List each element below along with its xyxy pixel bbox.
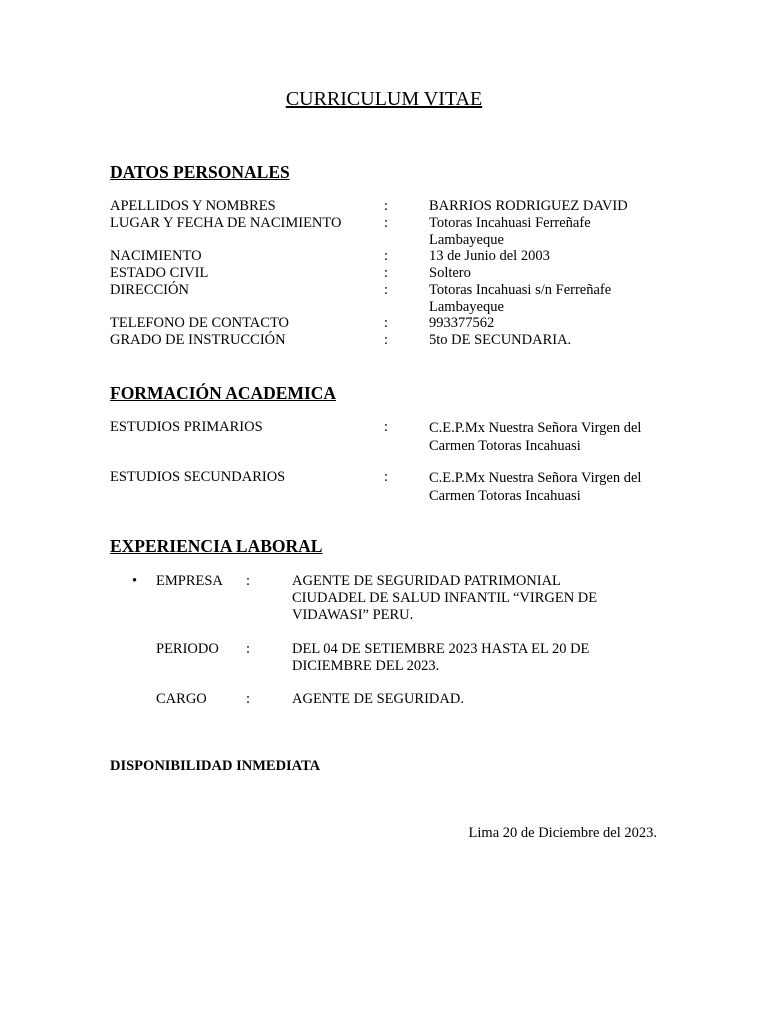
section-heading-academic: FORMACIÓN ACADEMICA bbox=[110, 383, 337, 403]
field-label: DIRECCIÓN bbox=[110, 282, 189, 298]
field-value: Soltero bbox=[429, 265, 471, 281]
section-heading-personal: DATOS PERSONALES bbox=[110, 162, 290, 182]
field-value: AGENTE DE SEGURIDAD PATRIMONIAL CIUDADEL DE SALUD INFANTIL “VIRGEN DE VIDAWASI” PERU. bbox=[292, 573, 598, 623]
field-label: NACIMIENTO bbox=[110, 248, 202, 264]
field-value: 993377562 bbox=[429, 315, 495, 331]
field-label: ESTUDIOS SECUNDARIOS bbox=[110, 469, 286, 485]
field-value: Totoras Incahuasi s/n Ferreñafe Lambayeque bbox=[429, 282, 612, 315]
field-label: EMPRESA bbox=[156, 573, 223, 589]
bullet-spacer bbox=[110, 691, 156, 708]
field-label: GRADO DE INSTRUCCIÓN bbox=[110, 332, 286, 348]
field-grado bbox=[110, 332, 670, 349]
field-label: ESTADO CIVIL bbox=[110, 265, 209, 281]
field-value: DEL 04 DE SETIEMBRE 2023 HASTA EL 20 DE DICIEMBRE DEL 2023. bbox=[292, 641, 590, 674]
bullet-spacer bbox=[110, 641, 156, 675]
field-direccion bbox=[110, 282, 670, 316]
field-nacimiento bbox=[110, 248, 670, 265]
signoff-date: Lima 20 de Diciembre del 2023. bbox=[468, 825, 657, 841]
field-colon: : bbox=[246, 691, 251, 707]
field-value: 13 de Junio del 2003 bbox=[429, 248, 550, 264]
field-estado-civil bbox=[110, 265, 670, 282]
work-item-periodo bbox=[110, 641, 670, 675]
field-colon: : bbox=[384, 469, 389, 485]
field-estudios-secundarios bbox=[110, 469, 670, 505]
field-value: Totoras Incahuasi Ferreñafe Lambayeque bbox=[429, 215, 591, 248]
field-colon: : bbox=[384, 419, 389, 435]
field-label: LUGAR Y FECHA DE NACIMIENTO bbox=[110, 215, 342, 231]
field-colon: : bbox=[384, 215, 389, 231]
bullet-marker: • bbox=[132, 573, 138, 589]
field-colon: : bbox=[384, 265, 389, 281]
field-label: TELEFONO DE CONTACTO bbox=[110, 315, 290, 331]
field-label: CARGO bbox=[156, 691, 207, 707]
field-label: APELLIDOS Y NOMBRES bbox=[110, 198, 276, 214]
field-telefono bbox=[110, 315, 670, 332]
work-item-cargo bbox=[110, 691, 670, 708]
work-item-empresa bbox=[110, 573, 670, 624]
field-lugar-fecha bbox=[110, 215, 670, 249]
field-colon: : bbox=[384, 282, 389, 298]
field-label: ESTUDIOS PRIMARIOS bbox=[110, 419, 263, 435]
field-estudios-primarios bbox=[110, 419, 670, 455]
availability-note: DISPONIBILIDAD INMEDIATA bbox=[110, 758, 321, 774]
field-value: C.E.P.Mx Nuestra Señora Virgen del Carmen Totoras Incahuasi bbox=[429, 420, 642, 454]
field-apellidos bbox=[110, 198, 670, 215]
field-value: AGENTE DE SEGURIDAD. bbox=[292, 691, 464, 707]
section-heading-work: EXPERIENCIA LABORAL bbox=[110, 536, 323, 556]
field-colon: : bbox=[384, 248, 389, 264]
field-value: C.E.P.Mx Nuestra Señora Virgen del Carmen Totoras Incahuasi bbox=[429, 470, 642, 504]
field-label: PERIODO bbox=[156, 641, 219, 657]
field-value: BARRIOS RODRIGUEZ DAVID bbox=[429, 198, 628, 214]
field-value: 5to DE SECUNDARIA. bbox=[429, 332, 572, 348]
field-colon: : bbox=[384, 315, 389, 331]
field-colon: : bbox=[246, 573, 251, 589]
field-colon: : bbox=[246, 641, 251, 657]
field-colon: : bbox=[384, 198, 389, 214]
field-colon: : bbox=[384, 332, 389, 348]
page-title: CURRICULUM VITAE bbox=[285, 88, 483, 110]
